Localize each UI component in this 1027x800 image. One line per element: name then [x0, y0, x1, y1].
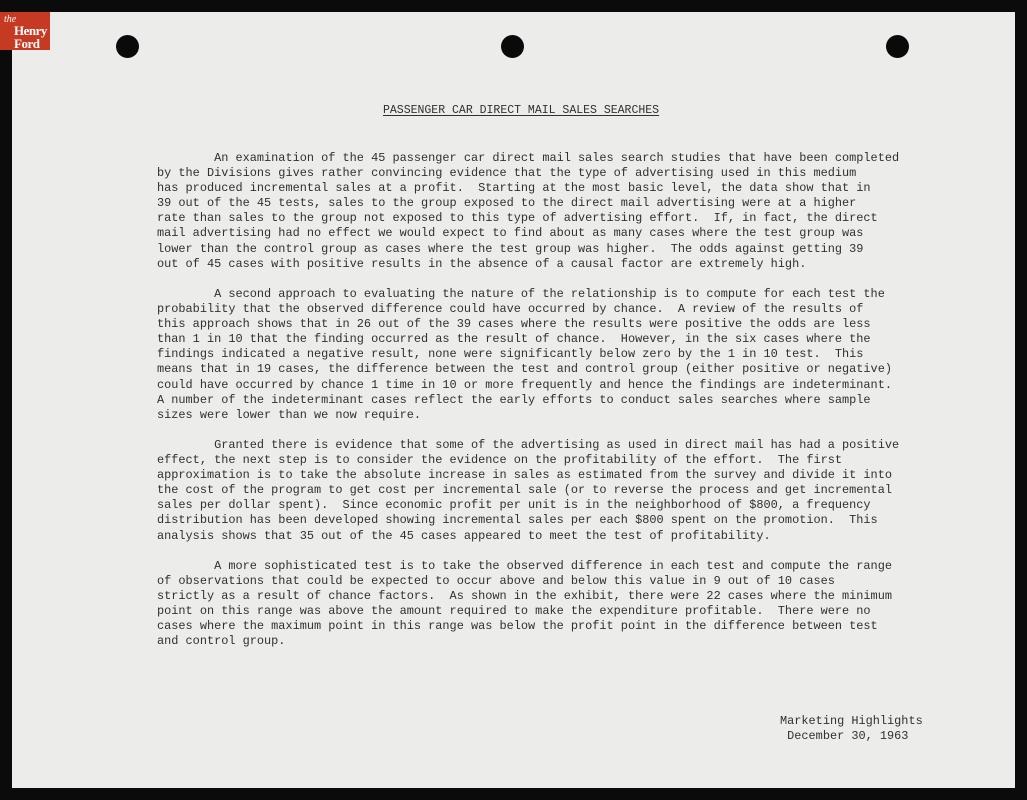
- document-page: [12, 12, 1015, 788]
- signature-publication: Marketing Highlights: [780, 714, 923, 728]
- paragraph-1: [157, 151, 899, 272]
- text-line: probability that the observed difference could have occurred by chance. A review of the results of: [157, 302, 864, 317]
- paragraph-2: [157, 287, 892, 423]
- text-line: by the Divisions gives rather convincing evidence that the type of advertising used in this medium: [157, 166, 857, 181]
- text-line: rate than sales to the group not exposed to this type of advertising effort. If, in fact, the direct: [157, 211, 878, 226]
- text-line: out of 45 cases with positive results in the absence of a causal factor are extremely high.: [157, 256, 807, 271]
- text-line: sales per dollar spent). Since economic profit per unit is in the neighborhood of $800, a frequency: [157, 498, 871, 513]
- text-line: A more sophisticated test is to take the observed difference in each test and compute the range: [157, 559, 892, 573]
- text-line: the cost of the program to get cost per incremental sale (or to reverse the process and get incremental: [157, 483, 892, 498]
- document-title: PASSENGER CAR DIRECT MAIL SALES SEARCHES: [383, 104, 660, 117]
- signature-date: December 30, 1963: [780, 729, 909, 743]
- text-line: means that in 19 cases, the difference between the test and control group (either positive or negative): [157, 362, 892, 377]
- text-line: than 1 in 10 that the finding occurred as the result of chance. However, in the six cases where the: [157, 332, 871, 347]
- logo-henry: Henry: [14, 23, 47, 38]
- logo-ford: Ford: [14, 36, 40, 51]
- text-line: A number of the indeterminant cases reflect the early efforts to conduct sales searches where sample: [157, 392, 871, 407]
- text-line: could have occurred by chance 1 time in 10 or more frequently and hence the findings are indeterminant.: [157, 377, 892, 392]
- text-line: A second approach to evaluating the nature of the relationship is to compute for each test the: [157, 287, 885, 301]
- signature-block: [780, 714, 923, 744]
- text-line: analysis shows that 35 out of the 45 cases appeared to meet the test of profitability.: [157, 528, 771, 543]
- text-line: 39 out of the 45 tests, sales to the group exposed to the direct mail advertising were at a higher: [157, 196, 857, 211]
- text-line: sizes were lower than we now require.: [157, 407, 422, 422]
- text-line: Granted there is evidence that some of the advertising as used in direct mail has had a positive: [157, 438, 900, 452]
- text-line: strictly as a result of chance factors. As shown in the exhibit, there were 22 cases where the minimum: [157, 589, 892, 604]
- text-line: has produced incremental sales at a profit. Starting at the most basic level, the data show that in: [157, 181, 871, 196]
- text-line: point on this range was above the amount required to make the expenditure profitable. There were no: [157, 604, 871, 619]
- paragraph-4: [157, 559, 892, 650]
- text-line: distribution has been developed showing incremental sales per each $800 spent on the promotion. This: [157, 513, 878, 528]
- text-line: of observations that could be expected to occur above and below this value in 9 out of 10 cases: [157, 574, 835, 589]
- punch-hole-right: [886, 35, 909, 58]
- text-line: lower than the control group as cases where the test group was higher. The odds against getting 39: [157, 241, 864, 256]
- punch-hole-left: [116, 35, 139, 58]
- logo-the: the: [4, 14, 17, 25]
- text-line: findings indicated a negative result, none were significantly below zero by the 1 in 10 test. This: [157, 347, 864, 362]
- text-line: this approach shows that in 26 out of the 39 cases where the results were positive the odds are less: [157, 317, 871, 332]
- punch-hole-center: [501, 35, 524, 58]
- henry-ford-logo: [0, 12, 50, 50]
- text-line: mail advertising had no effect we would expect to find about as many cases where the test group was: [157, 226, 864, 241]
- text-line: and control group.: [157, 634, 286, 649]
- text-line: cases where the maximum point in this range was below the profit point in the difference between test: [157, 619, 878, 634]
- text-line: approximation is to take the absolute increase in sales as estimated from the survey and divide it into: [157, 468, 892, 483]
- paragraph-3: [157, 438, 899, 544]
- text-line: effect, the next step is to consider the evidence on the profitability of the effort. The first: [157, 453, 843, 468]
- text-line: An examination of the 45 passenger car direct mail sales search studies that have been completed: [157, 151, 900, 165]
